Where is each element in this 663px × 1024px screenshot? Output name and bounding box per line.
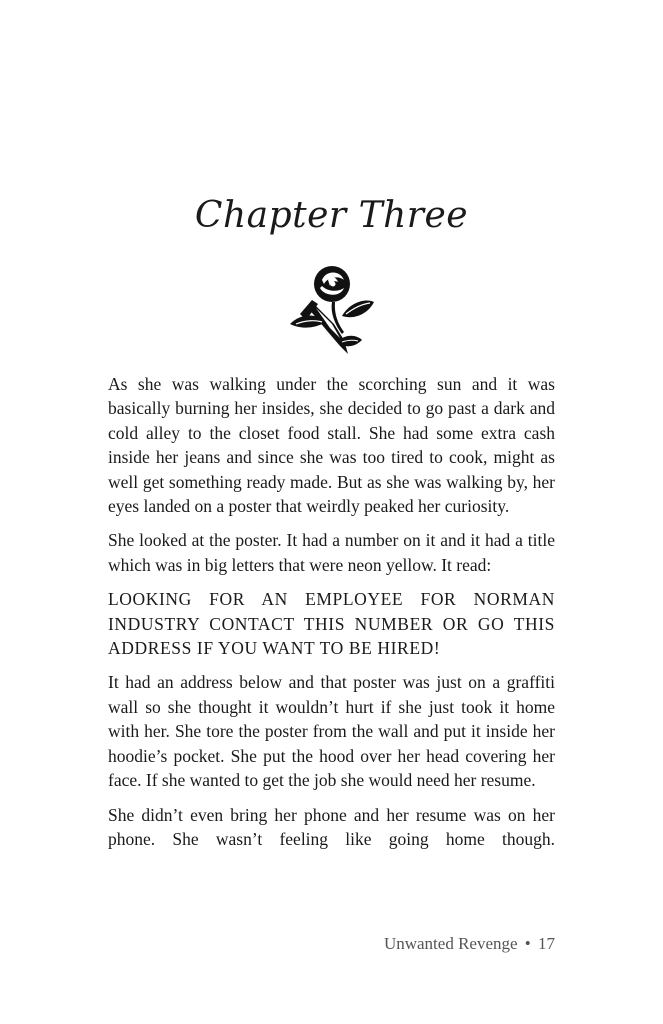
book-title: Unwanted Revenge [383, 934, 518, 953]
paragraph: She didn’t even bring her phone and her resume was on her phone. She wasn’t feeling like going home though. [108, 804, 555, 849]
paragraph: She looked at the poster. It had a number on it and it had a title which was in big letters that were neon yellow. It read: [108, 530, 555, 575]
page-footer [384, 934, 555, 954]
chapter-body [108, 372, 555, 861]
page-number: 17 [538, 934, 555, 953]
footer-separator: • [524, 934, 531, 953]
chapter-title: Chapter Three [194, 195, 469, 236]
rose-dagger-icon [282, 262, 378, 362]
paragraph: As she was walking under the scorching sun and it was basically burning her insides, she decided to go past a dark and cold alley to the closet food stall. She had some extra cash inside her jeans and since she was too tired to cook, might as well get something ready made. But as she was walking by, her eyes landed on a poster that weirdly peaked her curiosity. [108, 374, 555, 517]
poster-text: LOOKING FOR AN EMPLOYEE FOR NORMAN INDUSTRY CONTACT THIS NUMBER OR GO THIS ADDRESS IF YOU WANT TO BE HIRED! [108, 589, 555, 659]
paragraph: It had an address below and that poster was just on a graffiti wall so she thought it wouldn’t hurt if she just took it home with her. She tore the poster from the wall and put it inside her hoodie’s pocket. She put the hood over her head covering her face. If she wanted to get the job she would need her resume. [108, 672, 555, 791]
